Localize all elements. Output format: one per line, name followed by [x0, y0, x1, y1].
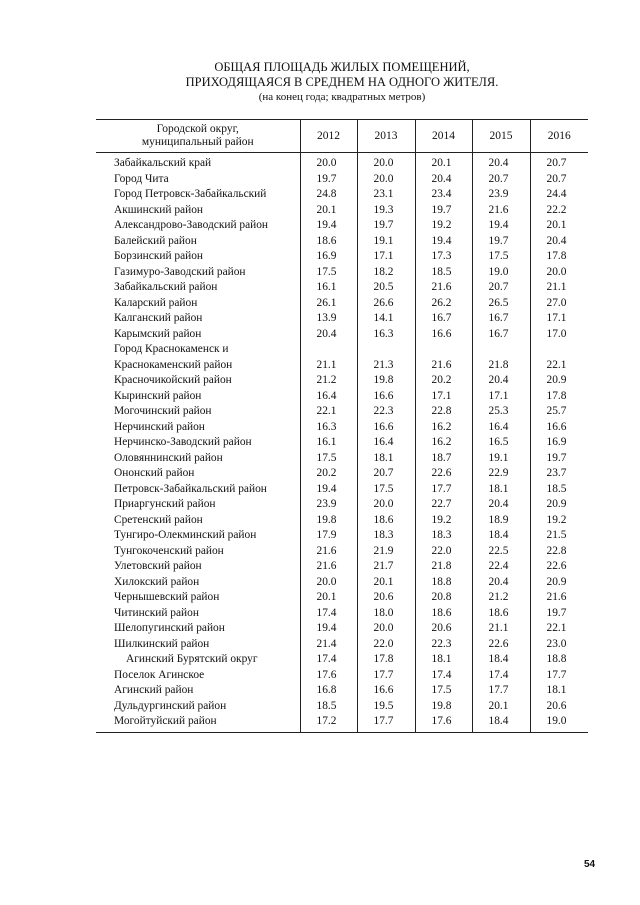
header-territory-line-2: муниципальный район — [141, 136, 254, 148]
value-cell: 22.0 — [357, 637, 415, 653]
table-row — [96, 404, 588, 420]
value-cell: 21.3 — [357, 358, 415, 374]
table-row — [96, 683, 588, 699]
table-row — [96, 714, 588, 732]
value-cell: 20.0 — [357, 497, 415, 513]
value-cell: 17.6 — [415, 714, 472, 732]
value-cell: 20.1 — [357, 575, 415, 591]
value-cell: 23.1 — [357, 187, 415, 203]
page-number: 54 — [584, 859, 596, 870]
value-cell: 22.6 — [530, 559, 588, 575]
value-cell: 18.7 — [415, 451, 472, 467]
value-cell: 22.0 — [415, 544, 472, 560]
value-cell: 19.7 — [415, 203, 472, 219]
territory-name: Агинский Бурятский округ — [126, 653, 258, 665]
value-cell: 20.9 — [530, 497, 588, 513]
territory-name: Город Петровск-Забайкальский — [114, 188, 267, 200]
value-cell: 17.5 — [415, 683, 472, 699]
territory-name: Агинский район — [114, 684, 194, 696]
value-cell: 18.0 — [357, 606, 415, 622]
table-row — [96, 342, 588, 358]
table-row — [96, 420, 588, 436]
value-cell: 17.5 — [357, 482, 415, 498]
value-cell: 16.3 — [300, 420, 357, 436]
value-cell: 16.4 — [472, 420, 530, 436]
value-cell: 18.2 — [357, 265, 415, 281]
value-cell: 17.7 — [415, 482, 472, 498]
value-cell: 18.6 — [357, 513, 415, 529]
value-cell: 22.5 — [472, 544, 530, 560]
table-header-row — [96, 120, 588, 153]
value-cell: 22.9 — [472, 466, 530, 482]
territory-name: Шелопугинский район — [114, 622, 225, 634]
value-cell: 22.8 — [530, 544, 588, 560]
value-cell: 23.4 — [415, 187, 472, 203]
value-cell: 17.2 — [300, 714, 357, 732]
value-cell: 21.6 — [300, 559, 357, 575]
value-cell: 19.2 — [415, 218, 472, 234]
territory-name: Город Чита — [114, 172, 169, 185]
value-cell: 18.1 — [415, 652, 472, 668]
table-row — [96, 187, 588, 203]
table-row — [96, 249, 588, 265]
value-cell: 18.5 — [300, 699, 357, 715]
value-cell: 20.7 — [472, 280, 530, 296]
value-cell: 16.7 — [472, 311, 530, 327]
value-cell: 16.9 — [300, 249, 357, 265]
title-line-1: ОБЩАЯ ПЛОЩАДЬ ЖИЛЫХ ПОМЕЩЕНИЙ, — [214, 60, 470, 74]
value-cell: 20.7 — [530, 172, 588, 188]
value-cell: 20.4 — [472, 575, 530, 591]
territory-name: Борзинский район — [114, 250, 204, 262]
value-cell: 17.6 — [300, 668, 357, 684]
value-cell: 20.7 — [530, 153, 588, 172]
value-cell: 23.7 — [530, 466, 588, 482]
value-cell: 21.2 — [472, 590, 530, 606]
value-cell: 26.5 — [472, 296, 530, 312]
value-cell: 19.8 — [300, 513, 357, 529]
table-row — [96, 513, 588, 529]
header-year: 2015 — [472, 120, 530, 153]
value-cell: 17.4 — [300, 652, 357, 668]
value-cell: 16.4 — [357, 435, 415, 451]
territory-name: Оловяннинский район — [114, 451, 223, 464]
value-cell: 20.6 — [357, 590, 415, 606]
value-cell: 18.6 — [300, 234, 357, 250]
value-cell: 20.2 — [300, 466, 357, 482]
value-cell: 16.5 — [472, 435, 530, 451]
territory-name: Ононский район — [114, 467, 195, 479]
value-cell: 17.5 — [300, 265, 357, 281]
value-cell: 16.2 — [415, 435, 472, 451]
value-cell: 20.1 — [472, 699, 530, 715]
table-row — [96, 389, 588, 405]
value-cell: 21.8 — [415, 559, 472, 575]
value-cell: 16.6 — [415, 327, 472, 343]
value-cell: 17.1 — [357, 249, 415, 265]
territory-name: Поселок Агинское — [114, 668, 205, 681]
value-cell: 20.0 — [357, 153, 415, 172]
value-cell: 24.8 — [300, 187, 357, 203]
value-cell: 19.8 — [415, 699, 472, 715]
value-cell — [300, 342, 357, 358]
territory-name: Калганский район — [114, 312, 203, 324]
table-row — [96, 311, 588, 327]
value-cell: 22.6 — [415, 466, 472, 482]
value-cell: 19.2 — [530, 513, 588, 529]
value-cell: 20.2 — [415, 373, 472, 389]
value-cell: 16.1 — [300, 435, 357, 451]
table-row — [96, 435, 588, 451]
territory-name: Дульдургинский район — [114, 699, 227, 712]
value-cell: 19.4 — [300, 482, 357, 498]
table-row — [96, 296, 588, 312]
value-cell: 19.1 — [472, 451, 530, 467]
value-cell: 16.4 — [300, 389, 357, 405]
table-row — [96, 590, 588, 606]
value-cell: 24.4 — [530, 187, 588, 203]
value-cell: 20.7 — [357, 466, 415, 482]
value-cell: 22.1 — [300, 404, 357, 420]
value-cell: 18.8 — [530, 652, 588, 668]
value-cell: 21.2 — [300, 373, 357, 389]
value-cell: 17.1 — [530, 311, 588, 327]
table-row — [96, 451, 588, 467]
value-cell: 16.6 — [357, 420, 415, 436]
value-cell: 17.7 — [357, 714, 415, 732]
table-row — [96, 234, 588, 250]
value-cell: 21.6 — [300, 544, 357, 560]
table-row — [96, 606, 588, 622]
table-row — [96, 559, 588, 575]
value-cell: 21.6 — [415, 358, 472, 374]
territory-name: Город Краснокаменск и — [114, 343, 229, 355]
value-cell: 18.6 — [472, 606, 530, 622]
area-per-resident-table — [96, 119, 588, 733]
value-cell: 17.1 — [472, 389, 530, 405]
value-cell: 22.7 — [415, 497, 472, 513]
value-cell: 20.4 — [530, 234, 588, 250]
value-cell: 17.4 — [472, 668, 530, 684]
territory-name: Тунгиро-Олекминский район — [114, 529, 257, 541]
value-cell: 17.8 — [530, 389, 588, 405]
value-cell: 14.1 — [357, 311, 415, 327]
value-cell: 16.6 — [357, 683, 415, 699]
value-cell: 17.0 — [530, 327, 588, 343]
value-cell: 20.4 — [300, 327, 357, 343]
value-cell: 23.9 — [472, 187, 530, 203]
territory-name: Сретенский район — [114, 513, 203, 526]
header-territory — [96, 120, 300, 153]
value-cell: 20.8 — [415, 590, 472, 606]
territory-name: Нерчинский район — [114, 420, 205, 433]
value-cell: 17.8 — [357, 652, 415, 668]
territory-name: Тунгокоченский район — [114, 544, 224, 557]
territory-name: Шилкинский район — [114, 637, 210, 650]
value-cell: 20.7 — [472, 172, 530, 188]
territory-name: Могочинский район — [114, 405, 212, 417]
table-body — [96, 153, 588, 733]
value-cell: 19.7 — [530, 606, 588, 622]
value-cell: 19.8 — [357, 373, 415, 389]
table-row — [96, 218, 588, 234]
value-cell: 21.4 — [300, 637, 357, 653]
value-cell: 20.4 — [415, 172, 472, 188]
value-cell: 20.0 — [300, 153, 357, 172]
value-cell: 16.8 — [300, 683, 357, 699]
value-cell: 20.6 — [530, 699, 588, 715]
value-cell: 19.4 — [300, 621, 357, 637]
value-cell: 17.7 — [530, 668, 588, 684]
value-cell: 19.0 — [530, 714, 588, 732]
value-cell: 19.4 — [472, 218, 530, 234]
value-cell: 16.1 — [300, 280, 357, 296]
value-cell: 21.1 — [472, 621, 530, 637]
value-cell: 20.6 — [415, 621, 472, 637]
value-cell: 19.1 — [357, 234, 415, 250]
value-cell: 18.4 — [472, 652, 530, 668]
value-cell: 19.7 — [357, 218, 415, 234]
territory-name: Чернышевский район — [114, 591, 220, 603]
table-row — [96, 373, 588, 389]
value-cell: 18.3 — [415, 528, 472, 544]
value-cell: 20.9 — [530, 373, 588, 389]
value-cell: 17.7 — [357, 668, 415, 684]
territory-name: Газимуро-Заводский район — [114, 265, 246, 278]
value-cell: 16.6 — [357, 389, 415, 405]
value-cell: 23.9 — [300, 497, 357, 513]
value-cell: 22.2 — [530, 203, 588, 219]
value-cell: 17.1 — [415, 389, 472, 405]
value-cell: 26.1 — [300, 296, 357, 312]
value-cell: 20.4 — [472, 497, 530, 513]
table-row — [96, 466, 588, 482]
territory-name: Читинский район — [114, 606, 199, 619]
table-row — [96, 637, 588, 653]
value-cell: 17.4 — [300, 606, 357, 622]
table-row — [96, 172, 588, 188]
table-row — [96, 265, 588, 281]
value-cell: 22.3 — [415, 637, 472, 653]
value-cell: 18.1 — [530, 683, 588, 699]
value-cell: 25.3 — [472, 404, 530, 420]
value-cell: 25.7 — [530, 404, 588, 420]
territory-name: Хилокский район — [114, 575, 200, 588]
value-cell: 21.1 — [300, 358, 357, 374]
value-cell: 21.9 — [357, 544, 415, 560]
value-cell: 16.2 — [415, 420, 472, 436]
value-cell: 22.1 — [530, 358, 588, 374]
territory-name: Забайкальский район — [114, 281, 218, 293]
territory-name: Улетовский район — [114, 560, 202, 572]
value-cell: 18.5 — [415, 265, 472, 281]
value-cell: 22.6 — [472, 637, 530, 653]
value-cell: 19.2 — [415, 513, 472, 529]
value-cell: 19.7 — [530, 451, 588, 467]
table-row — [96, 497, 588, 513]
table-row — [96, 280, 588, 296]
table-row — [96, 699, 588, 715]
value-cell: 17.7 — [472, 683, 530, 699]
value-cell: 21.6 — [472, 203, 530, 219]
value-cell: 18.6 — [415, 606, 472, 622]
header-year: 2014 — [415, 120, 472, 153]
value-cell: 18.1 — [472, 482, 530, 498]
value-cell: 21.5 — [530, 528, 588, 544]
territory-name: Забайкальский край — [114, 157, 212, 169]
table-row — [96, 652, 588, 668]
table-row — [96, 358, 588, 374]
value-cell: 22.8 — [415, 404, 472, 420]
value-cell: 19.4 — [415, 234, 472, 250]
value-cell: 20.0 — [530, 265, 588, 281]
territory-name: Приаргунский район — [114, 498, 216, 510]
value-cell: 22.4 — [472, 559, 530, 575]
value-cell: 21.6 — [415, 280, 472, 296]
value-cell: 18.5 — [530, 482, 588, 498]
value-cell: 21.6 — [530, 590, 588, 606]
value-cell: 19.3 — [357, 203, 415, 219]
table-row — [96, 203, 588, 219]
value-cell: 16.7 — [415, 311, 472, 327]
value-cell: 20.5 — [357, 280, 415, 296]
value-cell: 17.4 — [415, 668, 472, 684]
value-cell: 21.7 — [357, 559, 415, 575]
value-cell: 20.4 — [472, 153, 530, 172]
territory-name: Красночикойский район — [114, 374, 232, 386]
value-cell: 20.1 — [530, 218, 588, 234]
header-year: 2012 — [300, 120, 357, 153]
value-cell: 17.8 — [530, 249, 588, 265]
header-territory-line-1: Городской округ, — [156, 123, 239, 135]
title-subtitle: (на конец года; квадратных метров) — [258, 91, 426, 103]
value-cell: 19.4 — [300, 218, 357, 234]
value-cell — [472, 342, 530, 358]
value-cell: 26.6 — [357, 296, 415, 312]
value-cell: 19.7 — [472, 234, 530, 250]
value-cell: 19.0 — [472, 265, 530, 281]
value-cell: 18.4 — [472, 528, 530, 544]
value-cell: 18.4 — [472, 714, 530, 732]
value-cell: 18.1 — [357, 451, 415, 467]
value-cell: 20.1 — [300, 203, 357, 219]
value-cell: 19.7 — [300, 172, 357, 188]
title-line-2: ПРИХОДЯЩАЯСЯ В СРЕДНЕМ НА ОДНОГО ЖИТЕЛЯ. — [185, 75, 499, 89]
table-row — [96, 153, 588, 172]
value-cell: 20.1 — [415, 153, 472, 172]
territory-name: Александрово-Заводский район — [114, 219, 269, 231]
territory-name: Каларский район — [114, 296, 198, 309]
value-cell: 23.0 — [530, 637, 588, 653]
value-cell: 21.1 — [530, 280, 588, 296]
table-row — [96, 528, 588, 544]
value-cell: 20.0 — [300, 575, 357, 591]
value-cell: 17.3 — [415, 249, 472, 265]
value-cell: 20.0 — [357, 621, 415, 637]
value-cell: 18.9 — [472, 513, 530, 529]
table-row — [96, 621, 588, 637]
value-cell: 13.9 — [300, 311, 357, 327]
value-cell: 17.5 — [300, 451, 357, 467]
territory-name: Балейский район — [114, 234, 197, 247]
territory-name: Акшинский район — [114, 203, 203, 216]
value-cell — [415, 342, 472, 358]
value-cell — [357, 342, 415, 358]
header-year: 2016 — [530, 120, 588, 153]
value-cell: 17.9 — [300, 528, 357, 544]
value-cell: 22.1 — [530, 621, 588, 637]
territory-name: Краснокаменский район — [114, 358, 233, 371]
value-cell: 22.3 — [357, 404, 415, 420]
value-cell: 16.6 — [530, 420, 588, 436]
territory-name: Нерчинско-Заводский район — [114, 436, 252, 448]
value-cell — [530, 342, 588, 358]
table-row — [96, 544, 588, 560]
value-cell: 26.2 — [415, 296, 472, 312]
table-title — [96, 60, 588, 104]
value-cell: 19.5 — [357, 699, 415, 715]
value-cell: 20.0 — [357, 172, 415, 188]
value-cell: 20.1 — [300, 590, 357, 606]
value-cell: 18.8 — [415, 575, 472, 591]
value-cell: 16.7 — [472, 327, 530, 343]
value-cell: 20.4 — [472, 373, 530, 389]
value-cell: 27.0 — [530, 296, 588, 312]
territory-name: Кыринский район — [114, 389, 202, 402]
table-row — [96, 575, 588, 591]
table-row — [96, 482, 588, 498]
table-row — [96, 327, 588, 343]
territory-name: Могойтуйский район — [96, 714, 300, 732]
header-year: 2013 — [357, 120, 415, 153]
value-cell: 16.9 — [530, 435, 588, 451]
value-cell: 18.3 — [357, 528, 415, 544]
value-cell: 21.8 — [472, 358, 530, 374]
value-cell: 20.9 — [530, 575, 588, 591]
table-row — [96, 668, 588, 684]
value-cell: 17.5 — [472, 249, 530, 265]
territory-name: Петровск-Забайкальский район — [114, 482, 267, 495]
territory-name: Карымский район — [114, 327, 202, 340]
value-cell: 16.3 — [357, 327, 415, 343]
